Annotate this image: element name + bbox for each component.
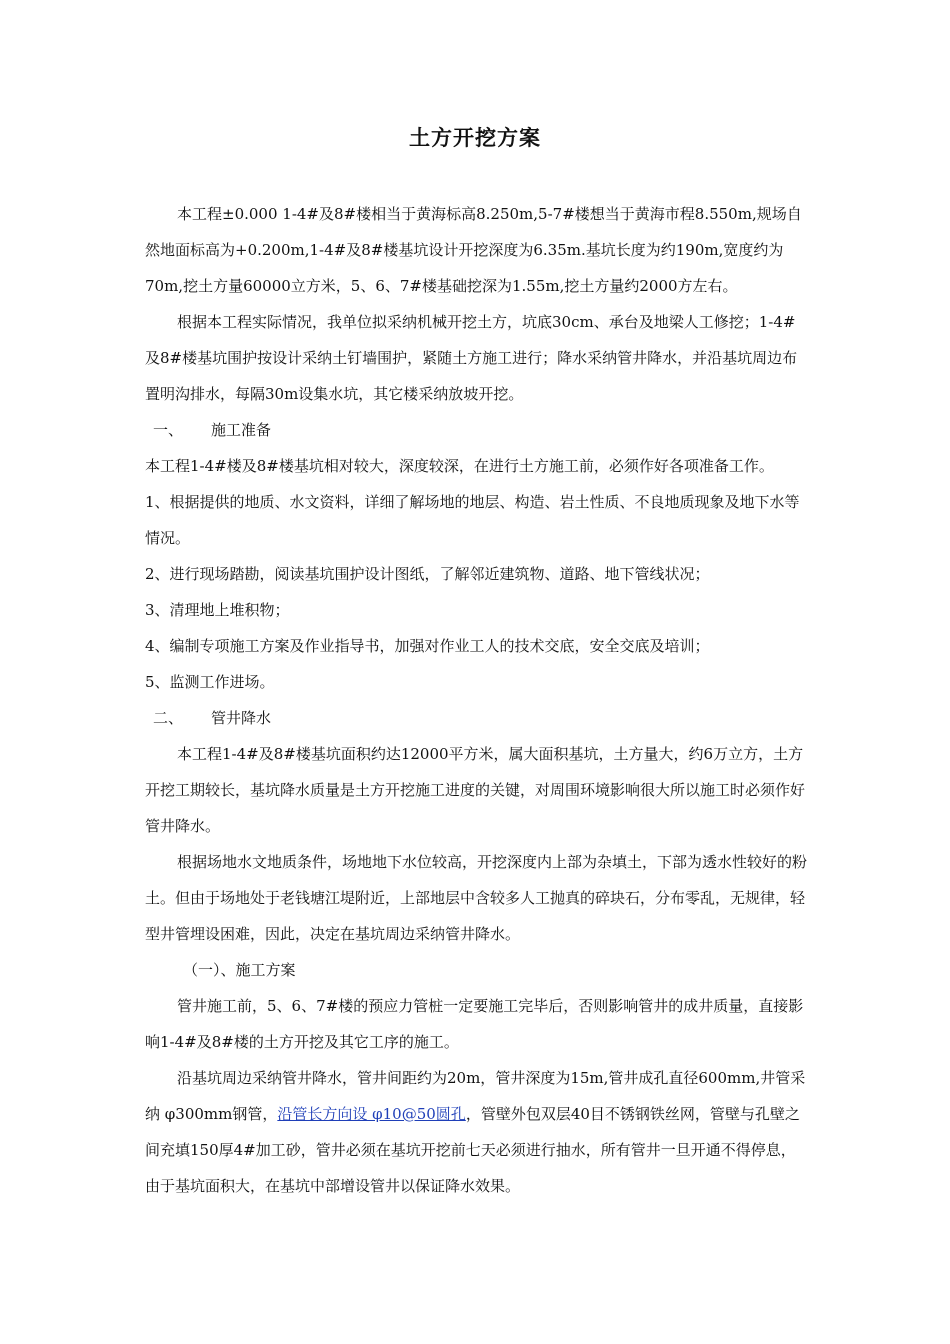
document-body [145, 196, 810, 1204]
paragraph-project-overview: 本工程±0.000 1-4#及8#楼相当于黄海标高8.250m,5-7#楼想当于黄海市程8.550m,规场自然地面标高为+0.200m,1-4#及8#楼基坑设计开挖深度为6.35m.基坑长度为约190m,宽度约为70m,挖土方量60000立方米，5、6、7#楼基础挖深为1.55m,挖土方量约2000方左右。 [145, 205, 802, 295]
subsection-heading-construction-plan: （一）、施工方案 [183, 961, 296, 979]
document-title: 土方开挖方案 [409, 125, 541, 150]
paragraph-hydrogeology: 根据场地水文地质条件，场地地下水位较高，开挖深度内上部为杂填土，下部为透水性较好的粉土。但由于场地处于老钱塘江堤附近，上部地层中含较多人工抛真的碎块石，分布零乱，无规律，轻型井管埋设困难，因此，决定在基坑周边采纳管井降水。 [145, 853, 808, 943]
section-title: 管井降水 [211, 709, 272, 727]
section-number: 二、 [153, 709, 184, 727]
section-heading-dewatering [145, 700, 810, 736]
well-spec-text: 沿基坑周边采纳管井降水，管井间距约为20m，管井深度为15m,管井成孔直径600mm,井管采纳 φ300mm钢管， [145, 1069, 806, 1123]
list-item: 2、进行现场踏勘，阅读基坑围护设计图纸，了解邻近建筑物、道路、地下管线状况； [145, 565, 710, 583]
paragraph-pile-completion: 管井施工前，5、6、7#楼的预应力管桩一定要施工完毕后，否则影响管井的成井质量，直接影响1-4#及8#楼的土方开挖及其它工序的施工。 [145, 997, 804, 1051]
section-number: 一、 [153, 421, 184, 439]
list-item: 4、编制专项施工方案及作业指导书，加强对作业工人的技术交底，安全交底及培训； [145, 637, 710, 655]
hole-spec-link[interactable]: 沿管长方向设 φ10@50圆孔 [277, 1105, 466, 1123]
section-heading-preparation [145, 412, 810, 448]
paragraph-well-specification [145, 1060, 810, 1204]
well-spec-text-continued: ，管壁外包双层40目不锈钢铁丝网，管壁与孔壁之间充填150厚4#加工砂，管井必须在基坑开挖前七天必须进行抽水，所有管井一旦开通不得停息，由于基坑面积大，在基坑中部增设管井以保证降水效果。 [145, 1105, 800, 1195]
paragraph-dewatering-importance: 本工程1-4#及8#楼基坑面积约达12000平方米，属大面积基坑，土方量大，约6万立方，土方开挖工期较长，基坑降水质量是土方开挖施工进度的关键，对周围环境影响很大所以施工时必须作好管井降水。 [145, 745, 806, 835]
section-title: 施工准备 [211, 421, 272, 439]
list-item: 1、根据提供的地质、水文资料，详细了解场地的地层、构造、岩土性质、不良地质现象及地下水等情况。 [145, 493, 800, 547]
paragraph-preparation-intro: 本工程1-4#楼及8#楼基坑相对较大，深度较深，在进行土方施工前，必须作好各项准备工作。 [145, 457, 774, 475]
paragraph-excavation-method: 根据本工程实际情况，我单位拟采纳机械开挖土方，坑底30cm、承台及地梁人工修挖；1-4#及8#楼基坑围护按设计采纳土钉墙围护，紧随土方施工进行；降水采纳管井降水，并沿基坑周边布置明沟排水，每隔30m设集水坑，其它楼采纳放坡开挖。 [145, 313, 798, 403]
list-item: 3、清理地上堆积物； [145, 601, 290, 619]
list-item: 5、监测工作进场。 [145, 673, 275, 691]
